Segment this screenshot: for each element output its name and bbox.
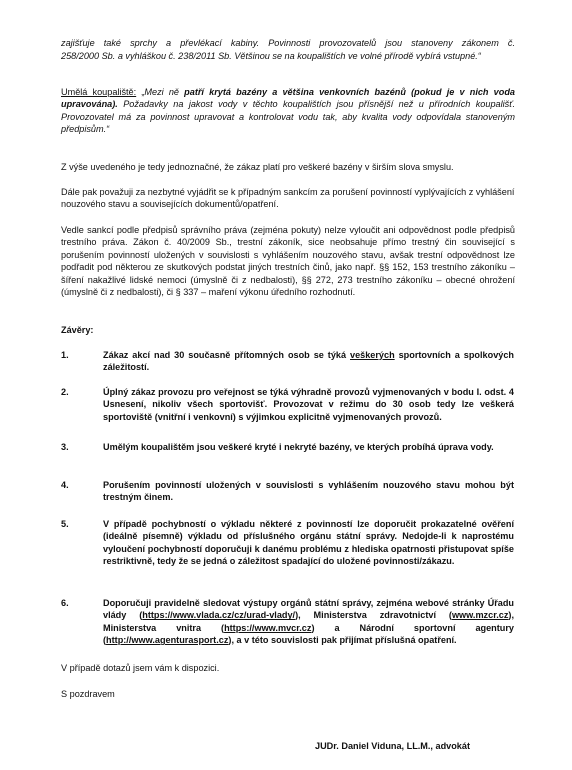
item-number: 2. xyxy=(61,387,69,397)
signature: JUDr. Daniel Viduna, LL.M., advokát xyxy=(315,741,470,751)
link-mvcr[interactable]: https://www.mvcr.cz xyxy=(224,622,312,633)
quote-open: „ xyxy=(136,87,145,97)
item-text: Umělým koupalištěm jsou veškeré kryté i nekryté bazény, ve kterých probíhá úprava vody. xyxy=(103,442,494,452)
paragraph-criminal-liability: Vedle sankcí podle předpisů správního práva (zejména pokuty) nelze vyloučit ani odpovědnost podle předpisů trestního práva. Zákon č. 40/2009 Sb., trestní zákoník, sice neobsahuje přímo trestný čin související s porušením povinností uložených v souvislosti s vyhlášením nouzového stavu, avšak trestní odpovědnost lze podřadit pod některou ze skutkových podstat jiných trestních činů, jako např. §§ 152, 153 trestního zákoníku – šíření nakažlivé lidské nemoci (úmyslně či z nedbalosti), §§ 272, 273 trestního zákoníku – obecné ohrožení (úmyslně či z nedbalosti), či § 337 – maření výkonu úředního rozhodnutí. xyxy=(61,225,515,298)
item-number: 4. xyxy=(61,480,69,490)
paragraph-natural-pools-end-line2 xyxy=(61,50,515,62)
closing-line: V případě dotazů jsem vám k dispozici. xyxy=(61,663,220,673)
item-text: Zákaz akcí nad 30 současně přítomných osob se týká veškerých sportovních a spolkových záležitostí. xyxy=(103,350,514,373)
item-text: Porušením povinností uložených v souvislosti s vyhlášením nouzového stavu mohou být trestným činem. xyxy=(103,480,514,503)
item-number: 1. xyxy=(61,350,69,360)
paragraph-natural-pools-end-line1 xyxy=(61,37,515,49)
item-text: Doporučuji pravidelně sledovat výstupy orgánů státní správy, zejména webové stránky Úřadu vlády (https://www.vlada.cz/cz/urad-vlady/), Ministerstva zdravotnictví (www.mzcr.cz), Ministerstva vnitra (https://www.mvcr.cz) a Národní sportovní agentury (http://www.agenturasport.cz), a v této souvislosti pak přijímat příslušná opatření. xyxy=(103,598,514,646)
quote-emphasis: patří krytá bazény a většina venkovních bazénů (pokud je v nich voda upravována). xyxy=(61,87,515,110)
item-number: 5. xyxy=(61,519,69,529)
link-vlada[interactable]: https://www.vlada.cz/cz/urad-vlady/ xyxy=(142,610,296,621)
conclusions-heading: Závěry: xyxy=(61,325,94,335)
paragraph-artificial-pools xyxy=(61,86,515,136)
item-number: 6. xyxy=(61,598,69,608)
link-mzcr[interactable]: www.mzcr.cz xyxy=(451,610,509,621)
artificial-pools-label: Umělá koupaliště: xyxy=(61,87,137,97)
regards-line: S pozdravem xyxy=(61,689,115,699)
link-agenturasport[interactable]: http://www.agenturasport.cz xyxy=(106,635,229,646)
text-line: zajišťuje také sprchy a převlékací kabiny. Povinnosti provozovatelů jsou stanoveny zákonem č. xyxy=(61,38,515,48)
paragraph-sanctions-intro: Dále pak považuji za nezbytné vyjádřit se k případným sankcím za porušení povinností vyplývajících z vyhlášení nouzového stavu a souvisejících dokumentů/opatření. xyxy=(61,187,515,210)
emphasis-all: veškerých xyxy=(350,350,395,360)
item-text: V případě pochybností o výkladu některé z povinností lze doporučit prokazatelné ověření (ideálně písemně) výkladu od příslušného orgánu státní správy. Nedojde-li k naprostému vyloučení pochybností doporučuji k danému problému z hlediska opatrnosti přistupovat spíše restriktivně, tedy že se jedná o záležitost spadající do uložené povinnosti/zákazu. xyxy=(103,519,514,567)
paragraph-conclusion-ban: Z výše uvedeného je tedy jednoznačné, že zákaz platí pro veškeré bazény v širším slova smyslu. xyxy=(61,162,454,172)
item-number: 3. xyxy=(61,442,69,452)
quote-part: Mezi ně xyxy=(144,87,185,97)
quote-rest: Požadavky na jakost vody v těchto koupalištích jsou přísnější než u přírodních koupališť. Provozovatel má za povinnost upravovat a kontrolovat vodu tak, aby kvalita vody odpovídala stanoveným předpisům.“ xyxy=(61,99,515,135)
item-text: Úplný zákaz provozu pro veřejnost se týká výhradně provozů vyjmenovaných v bodu I. odst. 4 Usnesení, nikoliv všech sportovišť. Provozovat v režimu do 30 osob tedy lze veškerá sportoviště (vnitřní i venkovní) s výjimkou explicitně vyjmenovaných provozů. xyxy=(103,387,514,422)
text-line: 258/2000 Sb. a vyhláškou č. 238/2011 Sb. Většinou se na koupalištích ve volné přírodě vybírá vstupné.“ xyxy=(61,50,481,61)
